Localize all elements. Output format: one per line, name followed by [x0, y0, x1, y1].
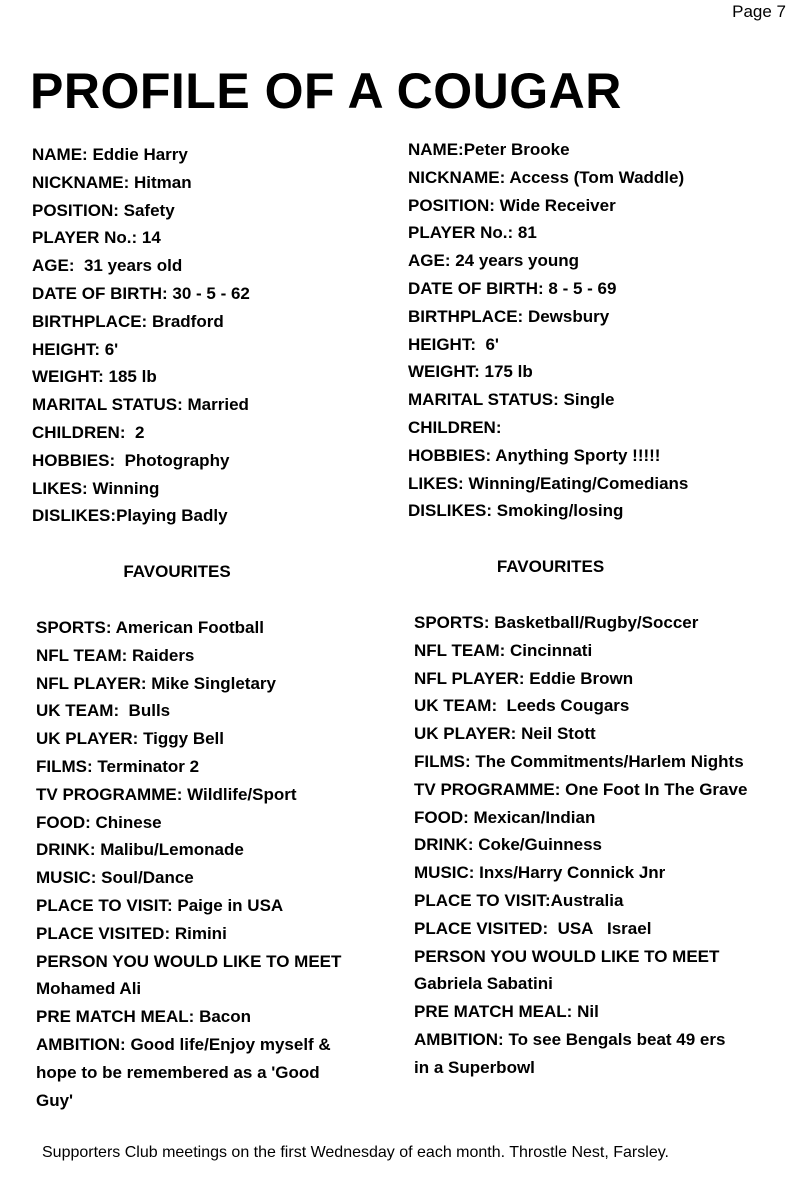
field-value: Tiggy Bell [138, 729, 224, 749]
field-row [36, 781, 402, 809]
field-label: SPORTS: [414, 612, 490, 632]
field-value: Winning/Eating/Comedians [463, 473, 689, 493]
field-row [32, 252, 402, 280]
field-value: Hitman [129, 172, 192, 192]
field-row [414, 1054, 793, 1082]
left-player-column [32, 141, 402, 1114]
right-player-column [408, 136, 793, 1082]
field-label: PERSON YOU WOULD LIKE TO MEET [36, 951, 342, 971]
field-label: PLAYER No.: [32, 228, 138, 248]
field-value: Safety [118, 200, 175, 220]
field-label: MARITAL STATUS: [32, 395, 183, 415]
field-value: 14 [137, 228, 161, 248]
field-label: NAME: [32, 145, 88, 164]
field-value: 2 [125, 422, 145, 442]
field-label: NFL PLAYER: [414, 668, 525, 688]
field-label: NICKNAME: [32, 172, 130, 192]
field-row [36, 809, 402, 837]
field-label: UK PLAYER: [36, 729, 139, 749]
field-label: PERSON YOU WOULD LIKE TO MEET [414, 946, 720, 966]
field-value: Good life/Enjoy myself & [125, 1034, 331, 1054]
field-label: FILMS: [414, 751, 471, 771]
field-value: in a Superbowl [414, 1057, 535, 1077]
field-label: PLAYER No.: [408, 223, 514, 243]
field-row [32, 308, 402, 336]
field-value: 185 lb [103, 367, 157, 387]
field-row [408, 386, 793, 414]
field-label: DATE OF BIRTH: [408, 278, 544, 298]
field-label: HEIGHT: [32, 339, 100, 359]
field-row [32, 391, 402, 419]
field-label: PLACE VISITED: [414, 918, 549, 938]
field-label: AMBITION: [414, 1029, 504, 1049]
field-row [408, 219, 793, 247]
field-value: Eddie Harry [87, 145, 188, 164]
field-row [36, 642, 402, 670]
field-label: DRINK: [36, 840, 96, 860]
field-label: DATE OF BIRTH: [32, 283, 168, 303]
field-label: NFL TEAM: [414, 640, 506, 660]
field-value: Paige in USA [172, 895, 284, 915]
field-label: PRE MATCH MEAL: [414, 1002, 573, 1022]
field-label: POSITION: [32, 200, 119, 220]
field-label: SPORTS: [36, 617, 112, 637]
field-label: PLACE TO VISIT: [414, 890, 551, 910]
right-favourites [414, 609, 793, 1082]
field-row [36, 753, 402, 781]
field-row [414, 970, 793, 998]
field-label: NFL TEAM: [36, 645, 128, 665]
field-value: Guy' [36, 1090, 74, 1110]
field-value: Smoking/losing [492, 501, 624, 521]
field-row [32, 197, 402, 225]
field-value: Terminator 2 [92, 756, 200, 776]
field-value: Bacon [194, 1007, 252, 1027]
field-row [32, 141, 402, 169]
field-label: HOBBIES: [32, 450, 116, 470]
field-row [414, 609, 793, 637]
field-row [414, 748, 793, 776]
field-value: Winning [87, 478, 160, 498]
field-value: Dewsbury [523, 306, 610, 326]
field-value: Mohamed Ali [36, 979, 142, 999]
page-number: Page 7 [732, 2, 786, 21]
field-label: PLACE TO VISIT: [36, 895, 173, 915]
field-row [32, 363, 402, 391]
field-row [408, 303, 793, 331]
field-row [414, 804, 793, 832]
field-value: Neil Stott [516, 724, 596, 744]
field-row [414, 776, 793, 804]
field-value: 81 [513, 223, 537, 243]
field-row [32, 475, 402, 503]
field-row [408, 136, 793, 164]
field-row [36, 614, 402, 642]
field-value: Eddie Brown [524, 668, 634, 688]
field-label: FOOD: [414, 807, 469, 827]
field-value: Australia [550, 890, 624, 910]
field-label: CHILDREN: [32, 422, 126, 442]
field-label: UK TEAM: [36, 701, 120, 721]
field-value: Malibu/Lemonade [95, 840, 244, 860]
field-value: USA Israel [548, 918, 652, 938]
field-label: NICKNAME: [408, 167, 506, 187]
field-label: UK PLAYER: [414, 724, 517, 744]
field-value: 30 - 5 - 62 [167, 283, 250, 303]
left-favourites [36, 614, 402, 1114]
field-row [36, 1031, 402, 1059]
field-value: Playing Badly [116, 506, 228, 526]
field-row [36, 864, 402, 892]
field-row [36, 975, 402, 1003]
field-row [36, 670, 402, 698]
field-label: MUSIC: [36, 868, 97, 888]
field-value: Basketball/Rugby/Soccer [489, 612, 699, 632]
field-row [36, 1003, 402, 1031]
field-row [32, 419, 402, 447]
field-label: POSITION: [408, 195, 495, 215]
field-value: Raiders [127, 645, 195, 665]
field-row [414, 720, 793, 748]
field-row [36, 697, 402, 725]
field-row [36, 892, 402, 920]
field-row [36, 1059, 402, 1087]
field-row [414, 915, 793, 943]
field-value: Cincinnati [505, 640, 593, 660]
field-row [408, 247, 793, 275]
field-label: TV PROGRAMME: [36, 784, 183, 804]
field-row [414, 859, 793, 887]
field-value: hope to be remembered as a 'Good [36, 1062, 320, 1082]
field-row [36, 948, 402, 976]
field-value: Mexican/Indian [468, 807, 596, 827]
field-label: HOBBIES: [408, 445, 492, 465]
field-label: NAME: [408, 140, 464, 159]
field-row [414, 665, 793, 693]
field-value: American Football [111, 617, 264, 637]
field-row [414, 692, 793, 720]
field-row [408, 497, 793, 525]
left-favourites-heading: FAVOURITES [123, 562, 231, 582]
left-profile [32, 141, 402, 530]
field-label: DISLIKES: [408, 501, 493, 521]
field-row [414, 1026, 793, 1054]
field-value: Inxs/Harry Connick Jnr [474, 863, 666, 883]
field-label: FILMS: [36, 756, 93, 776]
field-value: Single [558, 390, 615, 410]
field-row [408, 358, 793, 386]
field-row [414, 943, 793, 971]
field-row [408, 331, 793, 359]
field-value: Gabriela Sabatini [414, 974, 553, 994]
field-value: Bradford [147, 311, 224, 331]
field-value: Chinese [90, 812, 162, 832]
field-row [32, 502, 402, 530]
field-value: Leeds Cougars [497, 696, 630, 716]
field-value: 8 - 5 - 69 [543, 278, 617, 298]
field-label: CHILDREN: [408, 417, 502, 437]
field-label: PRE MATCH MEAL: [36, 1007, 195, 1027]
field-label: AGE: [32, 256, 75, 276]
field-value: Access (Tom Waddle) [505, 167, 685, 187]
field-label: FOOD: [36, 812, 91, 832]
field-row [36, 1087, 402, 1115]
right-favourites-heading: FAVOURITES [496, 557, 605, 577]
field-value: Wildlife/Sport [182, 784, 297, 804]
field-row [414, 887, 793, 915]
footer-note: Supporters Club meetings on the first Wednesday of each month. Throstle Nest, Farsley. [42, 1144, 669, 1161]
field-label: MARITAL STATUS: [408, 390, 559, 410]
field-value: Rimini [170, 923, 227, 943]
field-value: Married [182, 395, 249, 415]
field-row [408, 442, 793, 470]
field-row [408, 192, 793, 220]
field-label: LIKES: [408, 473, 464, 493]
field-row [36, 920, 402, 948]
field-value: Nil [572, 1002, 599, 1022]
field-row [36, 836, 402, 864]
field-value: 6' [100, 339, 119, 359]
field-value: One Foot In The Grave [560, 779, 748, 799]
field-label: HEIGHT: [408, 334, 476, 354]
field-label: LIKES: [32, 478, 88, 498]
field-label: DISLIKES: [32, 506, 117, 526]
field-label: UK TEAM: [414, 696, 498, 716]
field-row [32, 169, 402, 197]
field-row [408, 164, 793, 192]
field-label: NFL PLAYER: [36, 673, 147, 693]
field-value: Mike Singletary [146, 673, 276, 693]
field-row [32, 336, 402, 364]
field-value: Bulls [119, 701, 171, 721]
field-row [414, 637, 793, 665]
field-value: Coke/Guinness [473, 835, 602, 855]
field-label: TV PROGRAMME: [414, 779, 561, 799]
field-value: 24 years young [450, 251, 580, 271]
field-label: WEIGHT: [32, 367, 104, 387]
field-row [414, 831, 793, 859]
field-row [408, 414, 793, 442]
field-label: BIRTHPLACE: [408, 306, 524, 326]
field-value: The Commitments/Harlem Nights [470, 751, 744, 771]
field-label: DRINK: [414, 835, 474, 855]
field-label: AMBITION: [36, 1034, 126, 1054]
field-value: Anything Sporty !!!!! [491, 445, 661, 465]
field-label: AGE: [408, 251, 451, 271]
field-row [32, 280, 402, 308]
page-title: PROFILE OF A COUGAR [30, 63, 622, 119]
field-label: MUSIC: [414, 863, 475, 883]
field-row [414, 998, 793, 1026]
field-value: Peter Brooke [463, 140, 570, 159]
field-value: 175 lb [479, 362, 533, 382]
field-label: PLACE VISITED: [36, 923, 171, 943]
field-row [32, 224, 402, 252]
field-value: Wide Receiver [494, 195, 616, 215]
field-row [36, 725, 402, 753]
field-label: WEIGHT: [408, 362, 480, 382]
field-value: Soul/Dance [96, 868, 194, 888]
field-value: To see Bengals beat 49 ers [503, 1029, 726, 1049]
field-row [408, 470, 793, 498]
right-profile [408, 136, 793, 525]
field-row [32, 447, 402, 475]
field-value: Photography [115, 450, 230, 470]
field-label: BIRTHPLACE: [32, 311, 148, 331]
field-row [408, 275, 793, 303]
field-value: 6' [476, 334, 499, 354]
field-value: 31 years old [74, 256, 183, 276]
